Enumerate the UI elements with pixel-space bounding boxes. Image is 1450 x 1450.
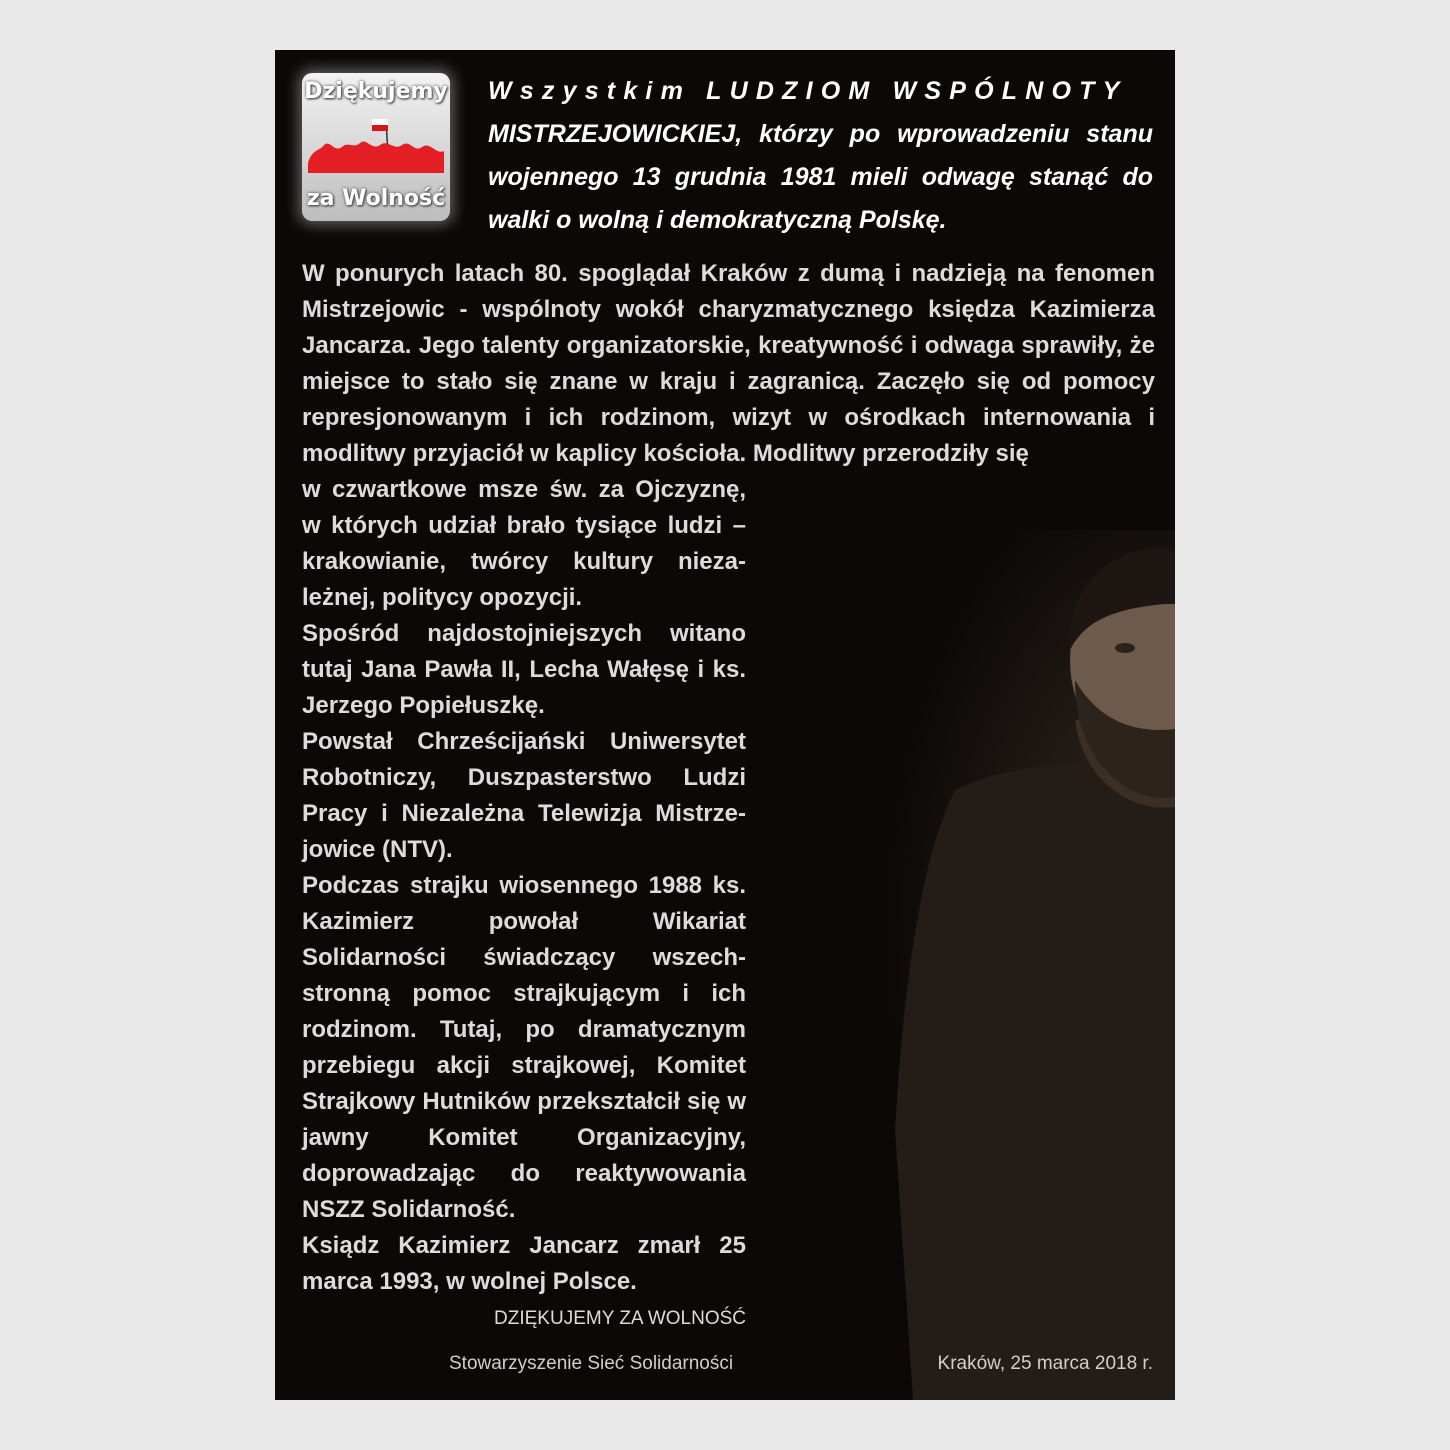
priest-portrait-photo — [835, 530, 1175, 1400]
body-paragraph: w czwartkowe msze św. za Ojczyznę, w których udział brało tysiące ludzi – krakowianie, twórcy kultury nieza-leżnej, politycy opozycji. — [302, 476, 746, 611]
organization-name: Stowarzyszenie Sieć Solidarności — [449, 1353, 734, 1374]
heading-rest: MISTRZEJOWICKIEJ, którzy po wprowadzeniu stanu wojennego 13 grudnia 1981 mieli odwagę stanąć do walki o wolną i demokratyczną Polskę. — [488, 120, 1153, 234]
thanks-line: DZIĘKUJEMY ZA WOLNOŚĆ — [494, 1308, 746, 1329]
body-paragraph: Spośród najdostojniejszych witano tutaj Jana Pawła II, Lecha Wałęsę i ks. Jerzego Popiełuszkę. — [302, 620, 746, 719]
logo-text-top: Dziękujemy — [304, 79, 448, 104]
crowd-with-flag-icon — [302, 111, 450, 183]
body-column — [302, 472, 746, 1300]
intro-paragraph: W ponurych latach 80. spoglądał Kraków z dumą i nadzieją na fenomen Mistrzejowic - wspólnoty wokół charyzmatycznego księdza Kazimierza Jancarza. Jego talenty organizatorskie, kreatywność i odwaga sprawiły, że miejsce to stało się znane w kraju i zagranicą. Zaczęło się od pomocy represjonowanym i ich rodzinom, wizyt w ośrodkach internowania i modlitwy przyjaciół w kaplicy kościoła. Modlitwy przerodziły się — [302, 260, 1155, 467]
heading-first-line: Wszystkim LUDZIOM WSPÓLNOTY — [488, 77, 1128, 105]
body-paragraph: Powstał Chrześcijański Uniwersytet Robotniczy, Duszpasterstwo Ludzi Pracy i Niezależna Telewizja Mistrze-jowice (NTV). — [302, 728, 746, 863]
body-paragraph: Ksiądz Kazimierz Jancarz zmarł 25 marca 1993, w wolnej Polsce. — [302, 1232, 746, 1295]
dedication-heading — [488, 70, 1153, 242]
poster — [275, 50, 1175, 1400]
body-paragraph: Podczas strajku wiosennego 1988 ks. Kazimierz powołał Wikariat Solidarności świadczący wszech-stronną pomoc strajkującym i ich rodzinom. Tutaj, po dramatycznym przebiegu akcji strajkowej, Komitet Strajkowy Hutników przekształcił się w jawny Komitet Organizacyjny, doprowadzając do reaktywowania NSZZ Solidarność. — [302, 872, 746, 1223]
logo-text-bottom: za Wolność — [306, 186, 446, 211]
thanks-for-freedom-logo — [302, 73, 450, 221]
place-and-date: Kraków, 25 marca 2018 r. — [937, 1353, 1153, 1374]
